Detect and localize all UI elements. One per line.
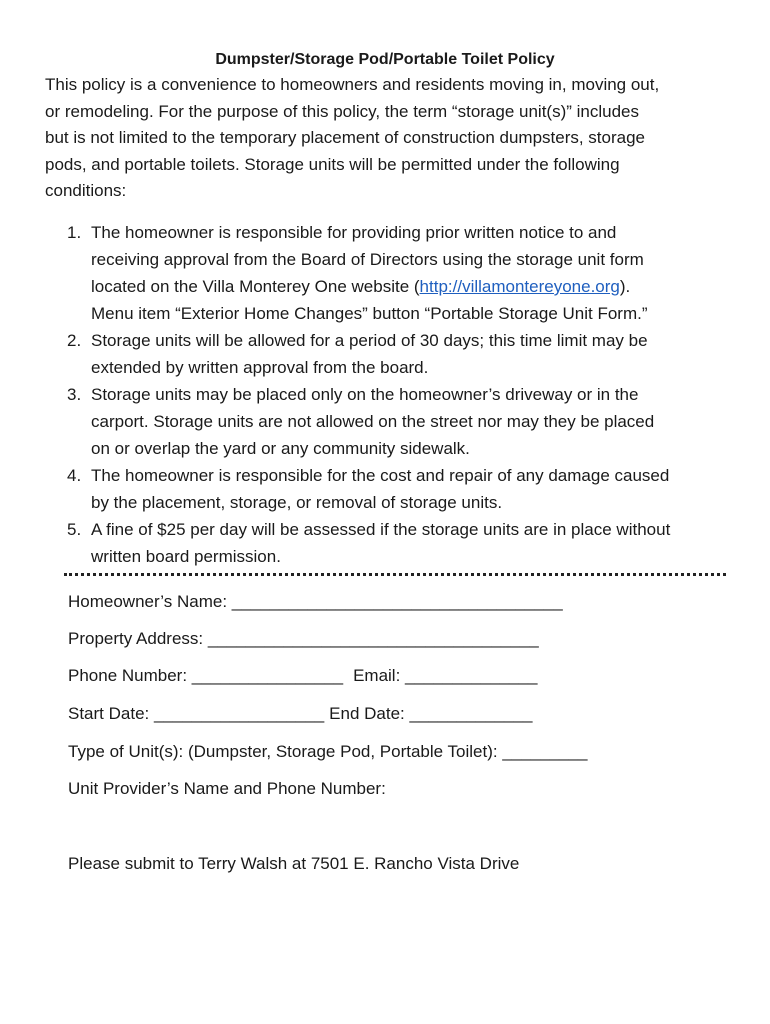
condition-number: 4. [67, 466, 82, 485]
intro-line: or remodeling. For the purpose of this policy, the term “storage unit(s)” includes [45, 101, 640, 121]
condition-number: 1. [67, 223, 82, 242]
condition-item-4 [45, 462, 735, 516]
condition-item-2 [45, 327, 735, 381]
condition-line: Storage units may be placed only on the homeowner’s driveway or in the [91, 385, 639, 404]
unit-provider-field[interactable]: Unit Provider’s Name and Phone Number: [68, 779, 386, 798]
condition-line: receiving approval from the Board of Directors using the storage unit form [91, 250, 644, 269]
condition-link-line [91, 273, 735, 300]
condition-line: The homeowner is responsible for providing prior written notice to and [91, 223, 617, 242]
condition-line: on or overlap the yard or any community sidewalk. [91, 439, 470, 458]
condition-item-1 [45, 219, 735, 327]
intro-line: but is not limited to the temporary placement of construction dumpsters, storage [45, 128, 646, 147]
condition-line: A fine of $25 per day will be assessed if the storage units are in place without [91, 520, 671, 539]
end-date-field[interactable]: End Date: _____________ [329, 704, 533, 723]
intro-line: This policy is a convenience to homeowners and residents moving in, moving out, [45, 75, 660, 94]
intro-paragraph [45, 72, 725, 205]
property-address-field[interactable]: Property Address: ___________________________________ [68, 629, 539, 648]
contact-row [68, 664, 537, 688]
submit-instructions: Please submit to Terry Walsh at 7501 E. Rancho Vista Drive [68, 854, 520, 873]
link-prefix: located on the Villa Monterey One website ( [91, 277, 420, 296]
condition-line: by the placement, storage, or removal of storage units. [91, 493, 503, 512]
condition-line: carport. Storage units are not allowed on the street nor may they be placed [91, 412, 655, 431]
link-suffix: ). [619, 277, 631, 296]
start-date-field[interactable]: Start Date: __________________ [68, 704, 325, 723]
intro-line: pods, and portable toilets. Storage units will be permitted under the following [45, 154, 620, 174]
page-title: Dumpster/Storage Pod/Portable Toilet Policy [215, 51, 555, 68]
website-link[interactable]: http://villamontereyone.org [419, 277, 620, 296]
conditions-list [45, 219, 735, 570]
condition-item-3 [45, 381, 735, 462]
dotted-divider [64, 573, 726, 576]
dates-row [68, 702, 532, 726]
email-field[interactable]: Email: ______________ [353, 666, 538, 685]
condition-line: Menu item “Exterior Home Changes” button “Portable Storage Unit Form.” [91, 304, 648, 323]
condition-line: Storage units will be allowed for a period of 30 days; this time limit may be [91, 331, 648, 350]
condition-number: 2. [67, 331, 82, 350]
unit-type-field[interactable]: Type of Unit(s): (Dumpster, Storage Pod, Portable Toilet): _________ [68, 742, 588, 761]
condition-number: 3. [67, 385, 82, 404]
condition-line: extended by written approval from the board. [91, 358, 429, 377]
condition-item-5 [45, 516, 735, 570]
condition-line: The homeowner is responsible for the cost and repair of any damage caused [91, 466, 670, 485]
phone-number-field[interactable]: Phone Number: ________________ [68, 666, 344, 685]
homeowner-name-field[interactable]: Homeowner’s Name: ___________________________________ [68, 592, 563, 611]
condition-number: 5. [67, 520, 82, 539]
condition-line: written board permission. [91, 547, 281, 566]
intro-line: conditions: [45, 181, 127, 200]
